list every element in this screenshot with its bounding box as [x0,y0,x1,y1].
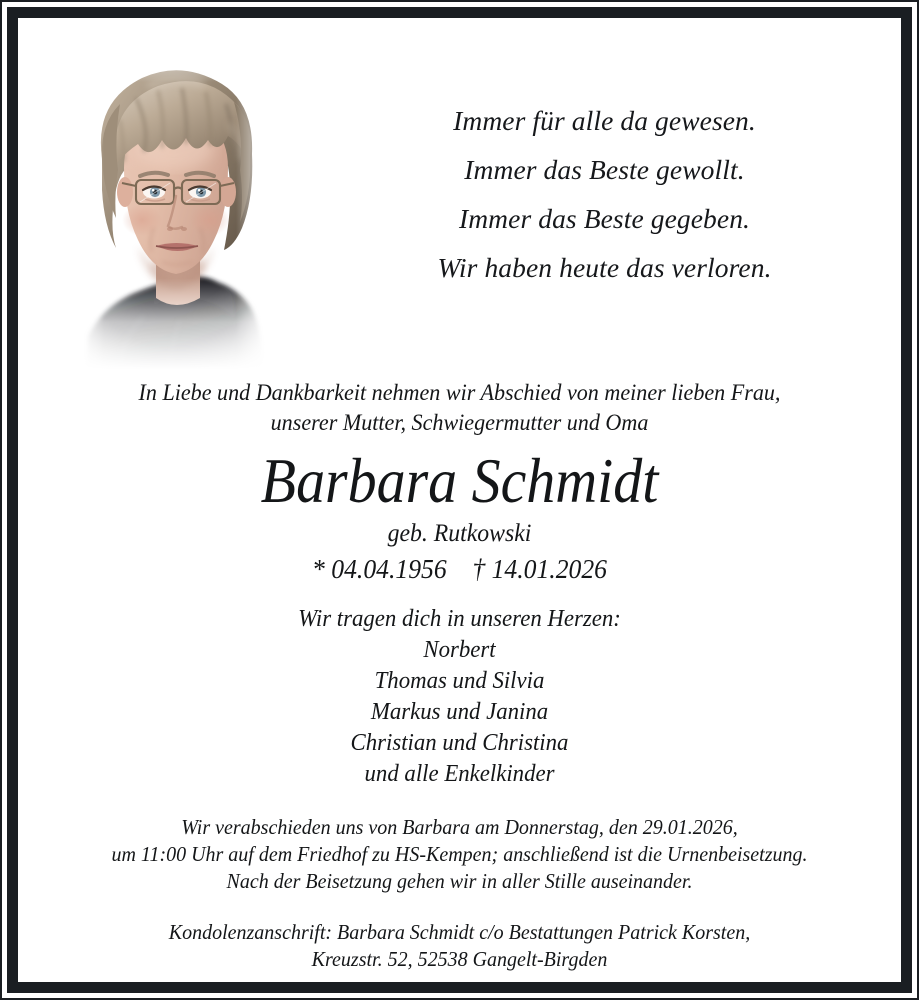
condolence-line-1: Kondolenzanschrift: Barbara Schmidt c/o Bestattungen Patrick Korsten, [168,920,751,944]
survivor-3: Markus und Janina [370,699,549,725]
portrait-illustration [58,40,276,370]
survivor-5: und alle Enkelkinder [364,761,555,787]
verse-line-1: Immer für alle da gewesen. [453,105,756,136]
intro-line-2: unserer Mutter, Schwiegermutter und Oma [270,410,649,436]
intro-line-1: In Liebe und Dankbarkeit nehmen wir Abschied von meiner lieben Frau, [138,380,781,406]
condolence-line-2: Kreuzstr. 52, 52538 Gangelt-Birgden [311,947,608,971]
portrait-image [58,40,276,370]
portrait-photo [58,40,276,370]
announcement-block [18,378,901,588]
verse-line-3: Immer das Beste gegeben. [458,203,751,234]
maiden-name: geb. Rutkowski [387,520,532,547]
survivor-1: Norbert [423,637,496,663]
funeral-line-3: Nach der Beisetzung gehen wir in aller Stille auseinander. [226,869,693,893]
deceased-name: Barbara Schmidt [260,446,659,516]
funeral-line-1: Wir verabschieden uns von Barbara am Donnerstag, den 29.01.2026, [181,815,738,839]
survivors-block [18,604,901,790]
condolence-address-block [18,919,901,973]
verse-line-4: Wir haben heute das verloren. [437,252,772,283]
portrait-and-verse-zone [18,18,901,378]
funeral-line-2: um 11:00 Uhr auf dem Friedhof zu HS-Kempen; anschließend ist die Urnenbeisetzung. [111,842,808,866]
life-dates: * 04.04.1956 † 14.01.2026 [312,554,607,584]
survivors-heading: Wir tragen dich in unseren Herzen: [298,606,621,632]
verse-line-2: Immer das Beste gewollt. [464,154,745,185]
memorial-verse [318,96,891,292]
notice-content [18,18,901,982]
funeral-details-block [18,814,901,895]
survivor-4: Christian und Christina [350,730,569,756]
survivor-2: Thomas und Silvia [374,668,545,694]
